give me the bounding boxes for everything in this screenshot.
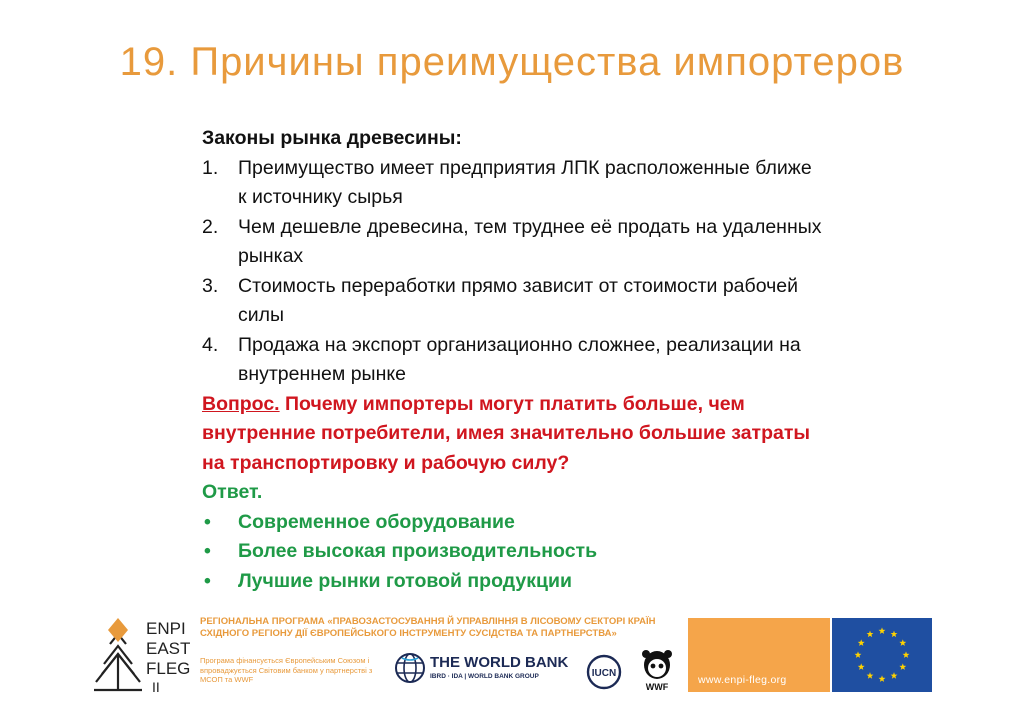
- eu-star-icon: [899, 663, 906, 670]
- question-text: Почему импортеры могут платить больше, чем внутренние потребители, имея значительно большие затраты на транспортировку и рабочую силу?: [202, 392, 811, 474]
- list-text: Преимущество имеет предприятия ЛПК расположенные ближе к источнику сырья: [238, 156, 812, 208]
- answer-label: Ответ.: [202, 481, 263, 503]
- list-item: [202, 508, 822, 538]
- world-bank-subtitle: IBRD · IDA | WORLD BANK GROUP: [430, 673, 539, 680]
- list-item: [202, 213, 822, 272]
- orange-band: [688, 618, 830, 692]
- slide-title: 19. Причины преимущества импортеров: [119, 40, 905, 84]
- world-bank-title: THE WORLD BANK: [430, 654, 569, 671]
- world-bank-logo: [394, 652, 574, 686]
- eu-flag-icon: [832, 618, 932, 692]
- iucn-logo: [586, 654, 622, 690]
- question-label: Вопрос.: [202, 392, 280, 415]
- list-number: 3.: [202, 274, 219, 297]
- bullet: •: [204, 540, 211, 562]
- program-title: РЕГІОНАЛЬНА ПРОГРАМА «ПРАВОЗАСТОСУВАННЯ Й УПРАВЛІННЯ В ЛІСОВОМУ СЕКТОРІ КРАЇН СХІДНОГО РЕГІОНУ ДІЇ ЄВРОПЕЙСЬКОГО ІНСТРУМЕНТУ СУСІДСТВА ТА ПАРТНЕРСТВА»: [200, 616, 656, 639]
- list-number: 2.: [202, 215, 219, 238]
- eu-star-icon: [879, 627, 886, 634]
- wwf-text: WWF: [645, 682, 669, 692]
- logo-text-enpi: ENPI: [146, 619, 186, 638]
- footer: [0, 610, 1024, 700]
- laws-heading: Законы рынка древесины:: [202, 127, 462, 149]
- list-item: [202, 331, 822, 390]
- slide-content: [202, 124, 822, 596]
- list-item: [202, 567, 822, 597]
- program-subtitle: Програма фінансується Європейським Союзом і впроваджується Світовим банком у партнерстві з МСОП та WWF: [200, 656, 373, 684]
- enpi-east-fleg-logo: [88, 612, 194, 694]
- list-item: [202, 154, 822, 213]
- list-text: Более высокая производительность: [238, 540, 598, 562]
- laws-list: [202, 154, 822, 390]
- question: [202, 390, 822, 479]
- list-number: 1.: [202, 156, 219, 179]
- eu-star-icon: [891, 631, 898, 638]
- eu-star-icon: [891, 672, 898, 679]
- list-item: [202, 537, 822, 567]
- bullet: •: [204, 510, 211, 533]
- list-text: Продажа на экспорт организационно сложнее, реализации на внутреннем рынке: [238, 333, 801, 385]
- globe-icon: [394, 652, 426, 684]
- eu-star-icon: [867, 672, 874, 679]
- eu-stars-icon: [832, 618, 932, 692]
- eu-star-icon: [879, 675, 886, 682]
- list-number: 4.: [202, 333, 219, 356]
- logo-text-ii: II: [152, 679, 160, 694]
- eu-star-icon: [903, 651, 910, 658]
- eu-star-icon: [899, 639, 906, 646]
- list-text: Стоимость переработки прямо зависит от стоимости рабочей силы: [238, 274, 799, 326]
- eu-star-icon: [855, 651, 862, 658]
- website-url: www.enpi-fleg.org: [698, 674, 787, 686]
- list-text: Чем дешевле древесина, тем труднее её продать на удаленных рынках: [238, 215, 822, 267]
- eu-star-icon: [858, 639, 865, 646]
- bullet: •: [204, 569, 211, 592]
- wwf-panda-logo: [640, 648, 674, 692]
- eu-star-icon: [867, 631, 874, 638]
- answers-list: [202, 508, 822, 597]
- list-text: Современное оборудование: [238, 510, 515, 533]
- list-item: [202, 272, 822, 331]
- logo-text-fleg: FLEG: [146, 659, 191, 678]
- list-text: Лучшие рынки готовой продукции: [238, 569, 572, 592]
- logo-text-east: EAST: [146, 639, 191, 658]
- iucn-text: IUCN: [591, 668, 617, 679]
- eu-star-icon: [858, 663, 865, 670]
